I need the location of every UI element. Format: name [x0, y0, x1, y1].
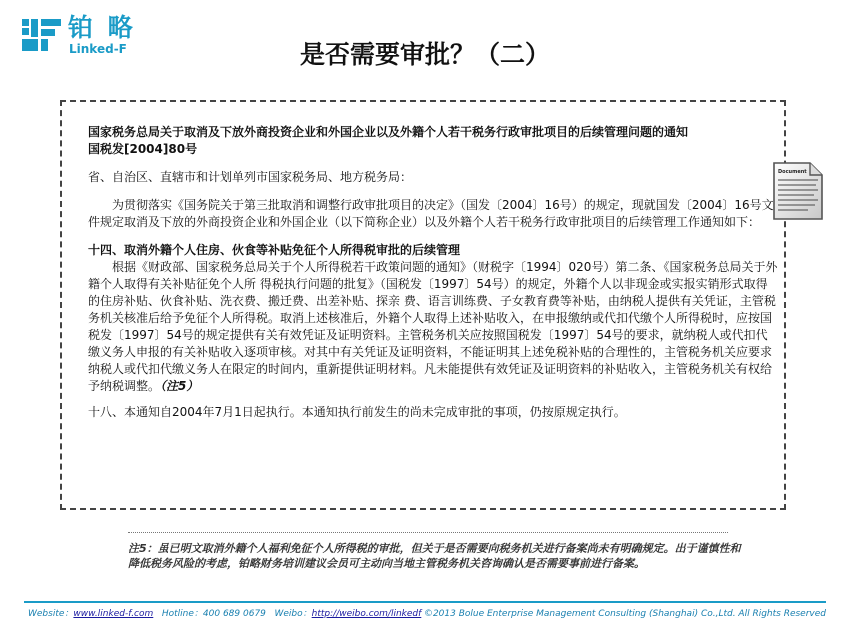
section-14-heading: 十四、取消外籍个人住房、伙食等补贴免征个人所得税审批的后续管理 [88, 243, 461, 257]
hotline-label: Hotline： [161, 609, 203, 619]
notice-doc-number: 国税发[2004]80号 [88, 142, 198, 156]
section-14-body [88, 259, 778, 395]
notice-title: 国家税务总局关于取消及下放外商投资企业和外国企业以及外籍个人若干税务行政审批项目的后续管理问题的通知 [88, 125, 689, 139]
notice-content [88, 124, 778, 421]
document-icon-label: Document [778, 169, 807, 175]
weibo-label: Weibo： [274, 609, 312, 619]
website-link[interactable]: www.linked-f.com [73, 609, 154, 619]
notice-salutation: 省、自治区、直辖市和计划单列市国家税务局、地方税务局： [88, 170, 413, 184]
notice-intro: 为贯彻落实《国务院关于第三批取消和调整行政审批项目的决定》（国发〔2004〕16号）的规定，现就国发〔2004〕16号文件规定取消及下放的外商投资企业和外国企业（以下简称企业）以及外籍个人若干税务行政审批项目的后续管理工作通知如下： [88, 198, 774, 229]
section-18: 十八、本通知自2004年7月1日起执行。本通知执行前发生的尚未完成审批的事项，仍按原规定执行。 [88, 405, 626, 419]
note-5-reference: （注5） [160, 379, 199, 393]
hotline-number: 400 689 0679 [202, 609, 266, 619]
footnote-divider [128, 532, 728, 533]
footnote: 注5：虽已明文取消外籍个人福利免征个人所得税的审批，但关于是否需要向税务机关进行备案尚未有明确规定。出于谨慎性和降低税务风险的考虑，铂略财务培训建议会员可主动向当地主管税务机关咨询确认是否需要事前进行备案。 [128, 542, 741, 570]
weibo-link[interactable]: http://weibo.com/linkedf [311, 609, 422, 619]
footer-divider [24, 601, 826, 603]
brand-name-cn: 铂 略 [68, 13, 136, 42]
brand-name-en: Linked-F [69, 42, 127, 56]
section-14-text: 根据《财政部、国家税务总局关于个人所得税若干政策问题的通知》（财税字〔1994〕020号）第二条、《国家税务总局关于外籍个人取得有关补贴征免个人所 得税执行问题的批复》（国税发〔1997〕54号）的规定，外籍个人以非现金或实报实销形式取得的住房补贴、伙食补贴、洗衣费、搬迁费、出差补贴、探亲 费、语言训练费、子女教育费等补贴，由纳税人提供有关凭证，主管税务机关核准后给予免征个人所得税。取消上述核准后，外籍个人取得上述补贴收入，在申报缴纳或代扣代缴个人所得税时，应按国税发〔1997〕54号的规定提供有关有效凭证及证明资料。主管税务机关应按照国税发〔1997〕54号的要求，就纳税人或代扣代缴义务人申报的有关补贴收入逐项审核。对其中有关凭证及证明资料，不能证明其上述免税补贴的合理性的，主管税务机关应要求纳税人或代扣代缴义务人在限定的时间内，重新提供证明材料。凡未能提供有效凭证及证明资料的补贴收入，主管税务机关有权给予纳税调整。 [88, 260, 778, 393]
footer-contact [28, 608, 421, 620]
page-title: 是否需要审批？（二） [299, 40, 550, 69]
copyright: ©2013 Bolue Enterprise Management Consulting (Shanghai) Co.,Ltd. All Rights Reserved [423, 609, 826, 619]
website-label: Website： [28, 609, 74, 619]
